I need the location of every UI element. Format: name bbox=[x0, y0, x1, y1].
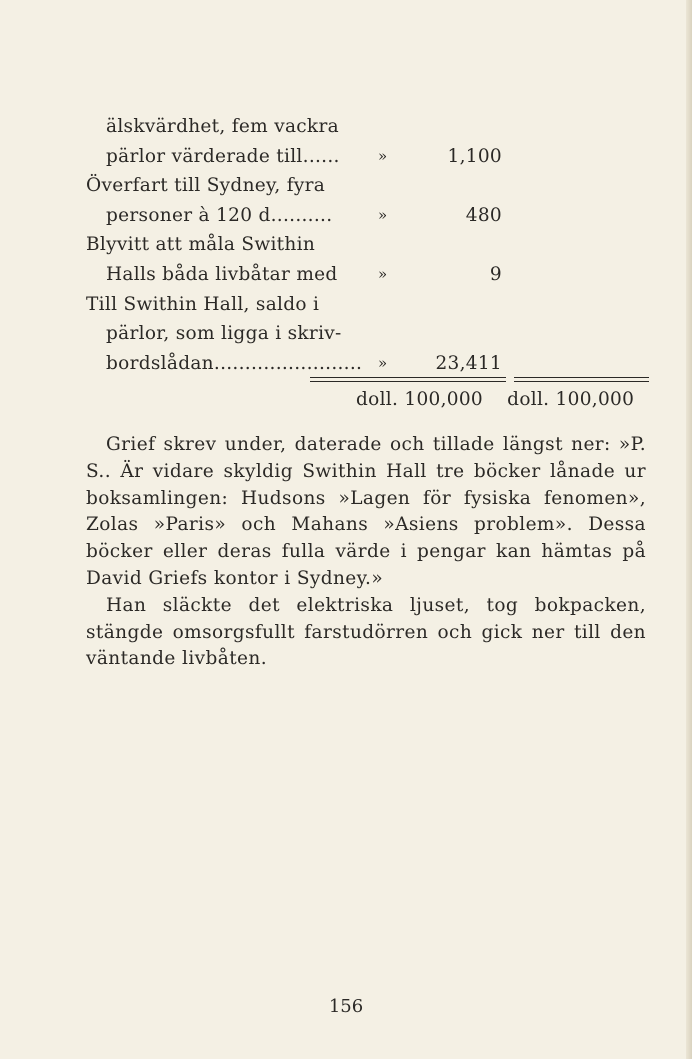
ledger-line-text: pärlor värderade till...... bbox=[106, 145, 340, 167]
ledger-line bbox=[86, 260, 646, 290]
sum-rule bbox=[514, 381, 649, 382]
ledger-line-text: Halls båda livbåtar med bbox=[106, 263, 338, 285]
ledger-table bbox=[86, 112, 646, 410]
ledger-totals bbox=[356, 386, 652, 414]
ledger-line-text: älskvärdhet, fem vackra bbox=[106, 116, 339, 137]
ditto-marker: » bbox=[378, 353, 388, 372]
ledger-line bbox=[86, 290, 646, 320]
sum-rule bbox=[310, 377, 506, 378]
ledger-amount: 480 bbox=[465, 204, 502, 226]
ditto-marker: » bbox=[378, 205, 388, 224]
total-left: doll. 100,000 bbox=[356, 389, 483, 410]
body-text bbox=[86, 432, 646, 673]
ditto-marker: » bbox=[378, 146, 388, 165]
paragraph: Han släckte det elektriska ljuset, tog bokpacken, stängde omsorgsfullt farstudörren och gick ner till den väntande livbåten. bbox=[86, 594, 646, 670]
ledger-line-text: Blyvitt att måla Swithin bbox=[86, 234, 316, 256]
ledger-amount: 1,100 bbox=[447, 145, 502, 167]
ledger-line-text: Till Swithin Hall, saldo i bbox=[86, 293, 320, 315]
ledger-line-text: pärlor, som ligga i skriv- bbox=[106, 323, 342, 345]
ditto-marker: » bbox=[378, 264, 388, 283]
page-number: 156 bbox=[328, 996, 364, 1017]
ledger-line bbox=[86, 230, 646, 260]
ledger-line bbox=[86, 201, 646, 231]
ledger-line bbox=[86, 112, 646, 142]
ledger-line-text: Överfart till Sydney, fyra bbox=[86, 175, 326, 197]
ledger-line bbox=[86, 142, 646, 172]
page-edge bbox=[686, 0, 692, 1059]
ledger-line-text: bordslådan........................ bbox=[106, 352, 363, 374]
total-right: doll. 100,000 bbox=[507, 389, 635, 410]
ledger-line bbox=[86, 349, 646, 379]
ledger-line-text: personer à 120 d.......... bbox=[106, 204, 333, 226]
ledger-amount: 9 bbox=[489, 263, 502, 285]
ledger-line bbox=[86, 171, 646, 201]
ledger-amount: 23,411 bbox=[435, 352, 502, 374]
sum-rule bbox=[514, 377, 649, 378]
ledger-line bbox=[86, 319, 646, 349]
sum-rule bbox=[310, 381, 506, 382]
paragraph: Grief skrev under, daterade och tillade längst ner: »P. S.. Är vidare skyldig Swithin Hall tre böcker lånade ur boksamlingen: Hudsons »Lagen för fysiska fenomen», Zolas »Paris» och Mahans »Asiens problem». Dessa böcker eller deras fulla värde i pengar kan hämtas på David Griefs kontor i Sydney.» bbox=[86, 434, 646, 589]
